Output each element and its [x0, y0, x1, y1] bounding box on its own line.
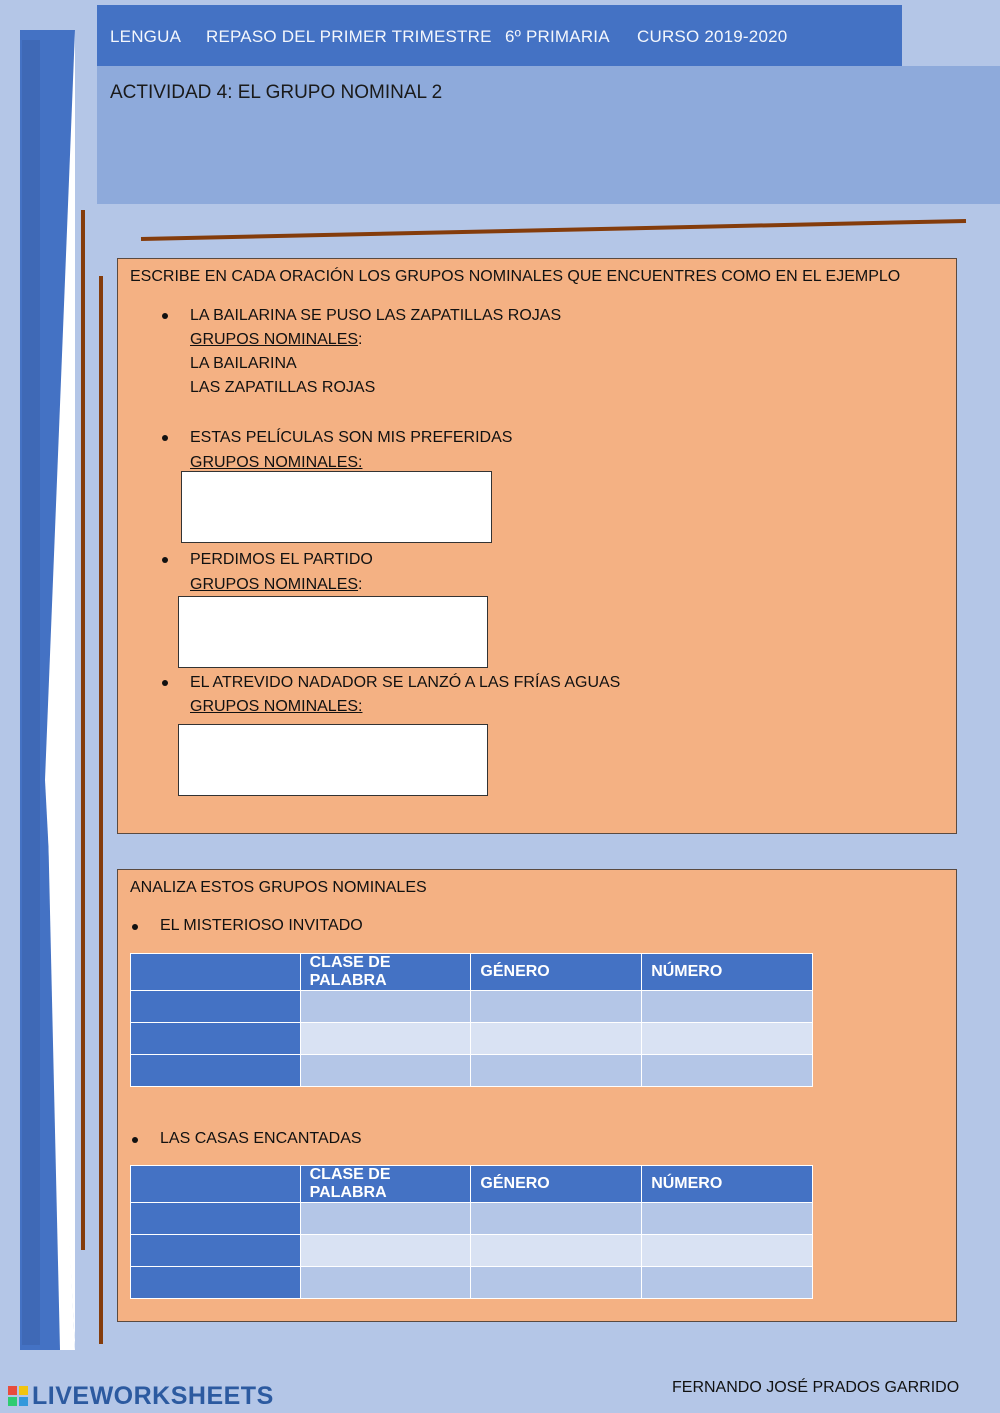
group-label-3: GRUPOS NOMINALES: — [190, 698, 363, 715]
analysis-table-1 — [130, 953, 813, 1087]
word-class-cell[interactable] — [300, 1235, 471, 1267]
sentence-2: PERDIMOS EL PARTIDO — [190, 551, 373, 568]
bullet-icon — [162, 435, 168, 441]
gender-cell[interactable] — [471, 1235, 642, 1267]
answer-box-2[interactable] — [178, 596, 488, 668]
bullet-icon — [132, 924, 138, 930]
example-sentence: LA BAILARINA SE PUSO LAS ZAPATILLAS ROJAS — [190, 307, 562, 324]
gender-cell[interactable] — [471, 1023, 642, 1055]
gender-cell[interactable] — [471, 991, 642, 1023]
column-header-number: NÚMERO — [642, 1166, 813, 1203]
column-header-gender: GÉNERO — [471, 954, 642, 991]
title-band — [97, 66, 1000, 204]
liveworksheets-logo[interactable] — [8, 1383, 298, 1409]
table-header-blank — [131, 1166, 301, 1203]
brown-vertical-line-2 — [99, 276, 103, 1344]
word-class-cell[interactable] — [300, 1267, 471, 1299]
table-row — [131, 1235, 813, 1267]
word-class-cell[interactable] — [300, 1023, 471, 1055]
logo-blocks-icon — [8, 1386, 28, 1406]
answer-box-3[interactable] — [178, 724, 488, 796]
header-bar — [97, 5, 902, 66]
analysis-table-2 — [130, 1165, 813, 1299]
gender-cell[interactable] — [471, 1267, 642, 1299]
logo-text: LIVEWORKSHEETS — [32, 1382, 274, 1410]
word-class-cell[interactable] — [300, 991, 471, 1023]
author-name: FERNANDO JOSÉ PRADOS GARRIDO — [672, 1379, 960, 1396]
row-word-cell[interactable] — [131, 1023, 301, 1055]
sentence-3: EL ATREVIDO NADADOR SE LANZÓ A LAS FRÍAS AGUAS — [190, 674, 621, 691]
row-word-cell[interactable] — [131, 1055, 301, 1087]
answer-box-1[interactable] — [181, 471, 492, 543]
table-row — [131, 1203, 813, 1235]
instruction-2: ANALIZA ESTOS GRUPOS NOMINALES — [130, 879, 427, 896]
number-cell[interactable] — [642, 1267, 813, 1299]
instruction-1: ESCRIBE EN CADA ORACIÓN LOS GRUPOS NOMINALES QUE ENCUENTRES COMO EN EL EJEMPLO — [130, 268, 901, 285]
table-row — [131, 1267, 813, 1299]
row-word-cell[interactable] — [131, 1203, 301, 1235]
gender-cell[interactable] — [471, 1203, 642, 1235]
column-header-number: NÚMERO — [642, 954, 813, 991]
bullet-icon — [162, 313, 168, 319]
number-cell[interactable] — [642, 991, 813, 1023]
row-word-cell[interactable] — [131, 991, 301, 1023]
row-word-cell[interactable] — [131, 1267, 301, 1299]
table-row — [131, 991, 813, 1023]
table-row — [131, 1023, 813, 1055]
phrase-2: LAS CASAS ENCANTADAS — [160, 1130, 362, 1147]
example-answer-2: LAS ZAPATILLAS ROJAS — [190, 379, 376, 396]
bullet-icon — [132, 1137, 138, 1143]
sentence-1: ESTAS PELÍCULAS SON MIS PREFERIDAS — [190, 429, 513, 446]
activity-title: ACTIVIDAD 4: EL GRUPO NOMINAL 2 — [110, 82, 443, 103]
header-grade: 6º PRIMARIA — [505, 27, 610, 46]
header-subject: LENGUA — [110, 27, 182, 46]
bullet-icon — [162, 680, 168, 686]
group-label-1: GRUPOS NOMINALES: — [190, 454, 363, 471]
bullet-icon — [162, 557, 168, 563]
group-label-2: GRUPOS NOMINALES: — [190, 576, 363, 593]
header-unit: REPASO DEL PRIMER TRIMESTRE — [206, 27, 492, 46]
gender-cell[interactable] — [471, 1055, 642, 1087]
table-header-blank — [131, 954, 301, 991]
example-group-label: GRUPOS NOMINALES: — [190, 331, 363, 348]
exercise-panel-2 — [117, 869, 957, 1322]
column-header-word-class: CLASE DE PALABRA — [300, 1166, 471, 1203]
exercise-panel-1 — [117, 258, 957, 834]
number-cell[interactable] — [642, 1023, 813, 1055]
number-cell[interactable] — [642, 1203, 813, 1235]
phrase-1: EL MISTERIOSO INVITADO — [160, 917, 363, 934]
number-cell[interactable] — [642, 1055, 813, 1087]
column-header-word-class: CLASE DE PALABRA — [300, 954, 471, 991]
word-class-cell[interactable] — [300, 1203, 471, 1235]
table-row — [131, 1055, 813, 1087]
header-course: CURSO 2019-2020 — [637, 27, 788, 46]
column-header-gender: GÉNERO — [471, 1166, 642, 1203]
row-word-cell[interactable] — [131, 1235, 301, 1267]
word-class-cell[interactable] — [300, 1055, 471, 1087]
brown-vertical-line-1 — [81, 210, 85, 1250]
number-cell[interactable] — [642, 1235, 813, 1267]
example-answer-1: LA BAILARINA — [190, 355, 297, 372]
